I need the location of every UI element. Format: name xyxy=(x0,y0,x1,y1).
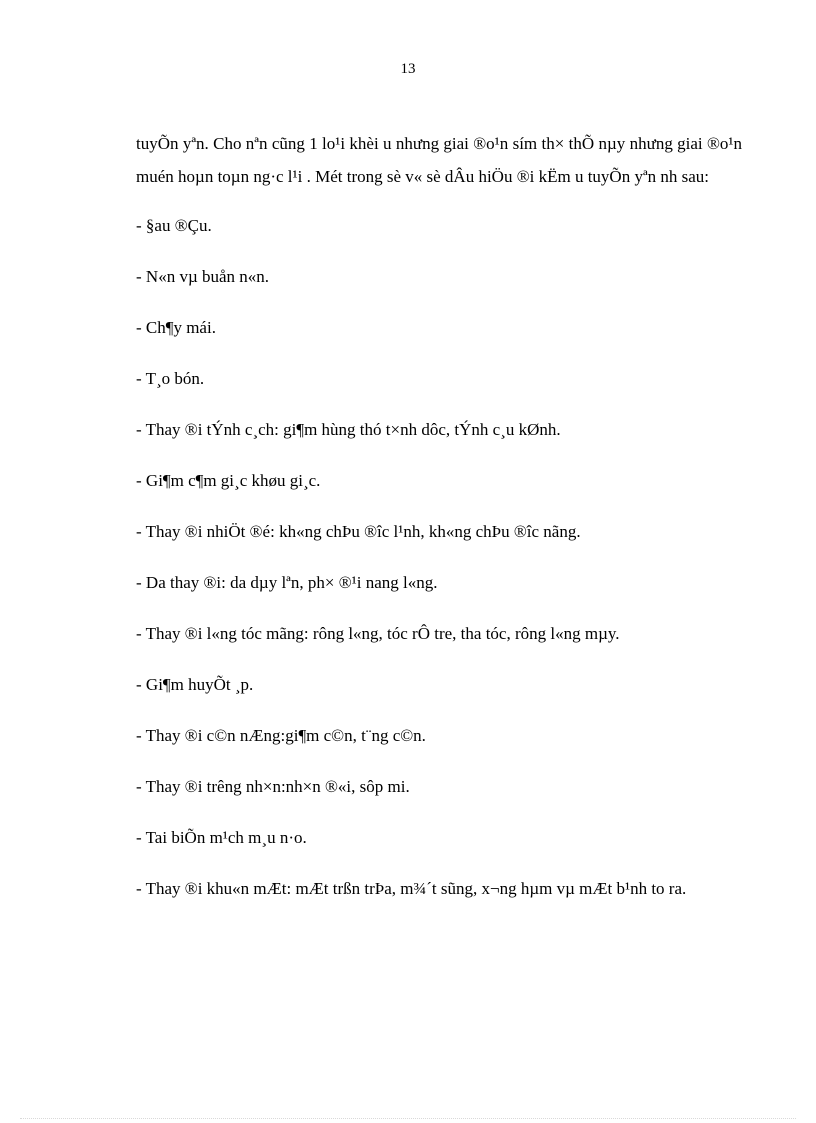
list-item: - T¸o bón. xyxy=(136,369,205,388)
list-item: - §au ®Çu. xyxy=(136,216,212,235)
body-text xyxy=(136,127,742,923)
list-item: - Thay ®i trêng nh×n:nh×n ®«i, sôp mi. xyxy=(136,777,410,796)
list-item: - N«n vµ buån n«n. xyxy=(136,267,270,286)
list-item: - Gi¶m c¶m gi¸c khøu gi¸c. xyxy=(136,471,321,490)
intro-paragraph: tuyÕn yªn. Cho nªn cũng 1 lo¹i khèi u nhưng giai ®o¹n sím th× thÕ nµy nhưng giai ®o¹n muén hoµn toµn ng·c l¹i . Mét trong sè v« sè dÂu hiÖu ®i kËm u tuyÕn yªn nh sau: xyxy=(136,134,742,186)
list-item: - Gi¶m huyÕt ¸p. xyxy=(136,675,254,694)
list-item: - Thay ®i khu«n mÆt: mÆt trßn trÞa, m¾´t sũng, x¬ng hµm vµ mÆt b¹nh to ra. xyxy=(136,879,687,898)
list-item: - Tai biÕn m¹ch m¸u n·o. xyxy=(136,828,307,847)
list-item: - Thay ®i nhiÖt ®é: kh«ng chÞu ®îc l¹nh, kh«ng chÞu ®îc nãng. xyxy=(136,522,581,541)
page-bottom-divider xyxy=(20,1118,796,1119)
list-item: - Ch¶y mái. xyxy=(136,318,216,337)
list-item: - Thay ®i c©n nÆng:gi¶m c©n, t¨ng c©n. xyxy=(136,726,426,745)
page-number: 13 xyxy=(400,61,416,77)
list-item: - Thay ®i tÝnh c¸ch: gi¶m hùng thó t×nh dôc, tÝnh c¸u kØnh. xyxy=(136,420,561,439)
list-item: - Thay ®i l«ng tóc mãng: rông l«ng, tóc rÔ tre, tha tóc, rông l«ng mµy. xyxy=(136,624,620,643)
list-item: - Da thay ®i: da dµy lªn, ph× ®¹i nang l«ng. xyxy=(136,573,438,592)
